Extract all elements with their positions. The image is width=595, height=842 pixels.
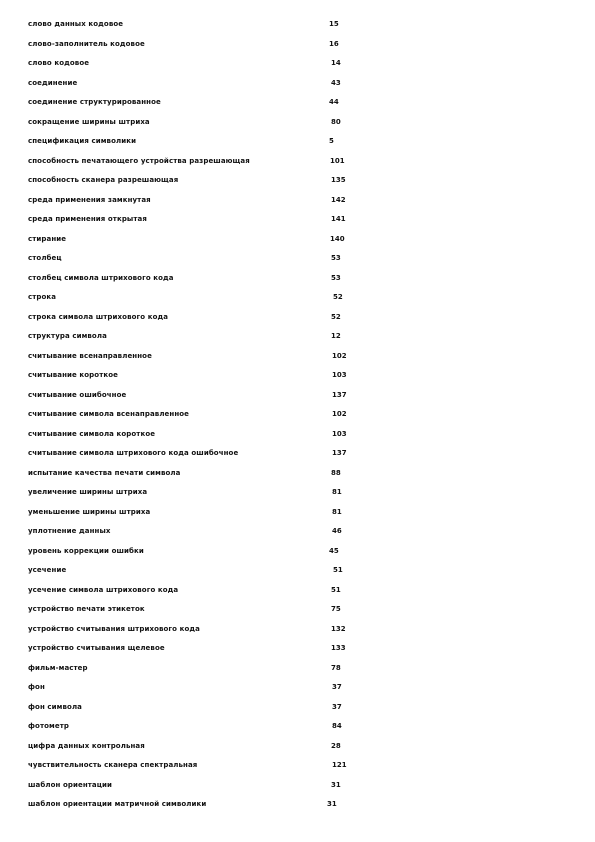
index-page-number: 132 <box>331 624 346 633</box>
index-entry <box>0 56 595 70</box>
index-page-number: 137 <box>332 390 347 399</box>
index-term: шаблон ориентации <box>28 780 113 789</box>
index-page-number: 80 <box>331 117 341 126</box>
index-page-number: 102 <box>332 351 347 360</box>
index-page-number: 45 <box>329 546 339 555</box>
index-page-number: 44 <box>329 98 339 106</box>
index-page-number: 15 <box>329 20 339 28</box>
index-page-number: 101 <box>330 156 345 165</box>
index-page-number: 75 <box>331 605 341 613</box>
index-term: фотометр <box>28 722 69 730</box>
index-entry <box>0 739 595 753</box>
index-entry <box>0 700 595 714</box>
index-entry <box>0 388 595 402</box>
index-entry <box>0 544 595 558</box>
index-entry <box>0 563 595 577</box>
index-entry <box>0 95 595 109</box>
index-term: усечение символа штрихового кода <box>28 585 179 594</box>
index-term: слово-заполнитель кодовое <box>28 39 145 48</box>
index-page-number: 133 <box>331 644 346 652</box>
index-entry <box>0 232 595 246</box>
index-page-number: 103 <box>332 371 347 379</box>
index-entry <box>0 134 595 148</box>
index-term: считывание символа короткое <box>28 429 156 438</box>
index-page-number: 81 <box>332 507 342 516</box>
index-page-number: 84 <box>332 722 342 730</box>
index-page-number: 37 <box>332 683 342 691</box>
index-entry <box>0 719 595 733</box>
index-page-number: 53 <box>331 254 341 262</box>
index-entry <box>0 583 595 597</box>
index-term: фильм-мастер <box>28 663 88 672</box>
index-entry <box>0 290 595 304</box>
index-entry <box>0 368 595 382</box>
index-page-number: 53 <box>331 273 341 282</box>
index-term: увеличение ширины штриха <box>28 488 148 496</box>
index-page-number: 140 <box>330 234 345 243</box>
index-page-number: 14 <box>331 59 341 67</box>
index-entry <box>0 505 595 519</box>
index-page-number: 102 <box>332 410 347 418</box>
index-page-number: 31 <box>331 780 341 789</box>
index-page-number: 51 <box>333 566 343 574</box>
index-term: строка символа штрихового кода <box>28 312 169 321</box>
index-term: чувствительность сканера спектральная <box>28 761 198 769</box>
index-entry <box>0 37 595 51</box>
index-page-number: 121 <box>332 761 347 769</box>
index-entry <box>0 154 595 168</box>
index-term: уровень коррекции ошибки <box>28 546 144 555</box>
index-entry <box>0 310 595 324</box>
index-entry <box>0 193 595 207</box>
index-page-number: 52 <box>331 312 341 321</box>
index-term: сокращение ширины штриха <box>28 117 150 126</box>
index-term: способность сканера разрешающая <box>28 176 179 184</box>
index-term: фон <box>28 683 45 691</box>
index-page-number: 52 <box>333 293 343 301</box>
index-term: уменьшение ширины штриха <box>28 507 151 516</box>
index-entry <box>0 622 595 636</box>
index-page-number: 12 <box>331 332 341 340</box>
index-term: усечение <box>28 566 67 574</box>
index-entry <box>0 446 595 460</box>
index-term: среда применения замкнутая <box>28 195 151 204</box>
index-page-number: 16 <box>329 39 339 48</box>
index-term: считывание короткое <box>28 371 118 379</box>
index-page-number: 37 <box>332 702 342 711</box>
index-term: соединение <box>28 78 78 87</box>
index-term: уплотнение данных <box>28 527 111 535</box>
index-page-number: 141 <box>331 215 346 223</box>
index-page-number: 142 <box>331 195 346 204</box>
index-term: устройство считывания штрихового кода <box>28 624 200 633</box>
index-entry <box>0 466 595 480</box>
index-term: стирание <box>28 234 67 243</box>
index-term: соединение структурированное <box>28 98 161 106</box>
index-entry <box>0 76 595 90</box>
index-page-number: 135 <box>331 176 346 184</box>
index-entry <box>0 115 595 129</box>
index-entry <box>0 778 595 792</box>
index-entry <box>0 524 595 538</box>
index-term: шаблон ориентации матричной символики <box>28 800 207 808</box>
index-entry <box>0 485 595 499</box>
index-page-number: 81 <box>332 488 342 496</box>
index-page-number: 28 <box>331 741 341 750</box>
index-term: слово данных кодовое <box>28 20 124 28</box>
index-term: структура символа <box>28 332 107 340</box>
index-term: считывание ошибочное <box>28 390 127 399</box>
index-entry <box>0 427 595 441</box>
index-entry <box>0 271 595 285</box>
index-page-number: 78 <box>331 663 341 672</box>
index-term: считывание символа всенаправленное <box>28 410 190 418</box>
index-page-number: 46 <box>332 527 342 535</box>
index-term: считывание символа штрихового кода ошибочное <box>28 449 239 457</box>
index-term: цифра данных контрольная <box>28 741 145 750</box>
index-page-number: 51 <box>331 585 341 594</box>
index-page-number: 31 <box>327 800 337 808</box>
index-entry <box>0 758 595 772</box>
index-term: испытание качества печати символа <box>28 468 181 477</box>
index-entry <box>0 349 595 363</box>
index-term: столбец символа штрихового кода <box>28 273 174 282</box>
index-entry <box>0 407 595 421</box>
index-term: считывание всенаправленное <box>28 351 152 360</box>
index-entry <box>0 17 595 31</box>
index-entry <box>0 797 595 811</box>
index-entry <box>0 661 595 675</box>
index-entry <box>0 329 595 343</box>
index-term: устройство печати этикеток <box>28 605 145 613</box>
index-page-number: 43 <box>331 78 341 87</box>
index-term: спецификация символики <box>28 137 137 145</box>
index-term: столбец <box>28 254 62 262</box>
index-term: среда применения открытая <box>28 215 147 223</box>
index-page-number: 88 <box>331 468 341 477</box>
index-term: фон символа <box>28 702 82 711</box>
index-page-number: 137 <box>332 449 347 457</box>
index-entry <box>0 680 595 694</box>
index-entry <box>0 641 595 655</box>
index-term: строка <box>28 293 57 301</box>
index-entry <box>0 251 595 265</box>
index-entry <box>0 212 595 226</box>
index-term: слово кодовое <box>28 59 90 67</box>
index-term: способность печатающего устройства разрешающая <box>28 156 250 165</box>
index-entry <box>0 173 595 187</box>
index-page-number: 5 <box>329 137 334 145</box>
index-entry <box>0 602 595 616</box>
index-term: устройство считывания щелевое <box>28 644 165 652</box>
index-page-number: 103 <box>332 429 347 438</box>
